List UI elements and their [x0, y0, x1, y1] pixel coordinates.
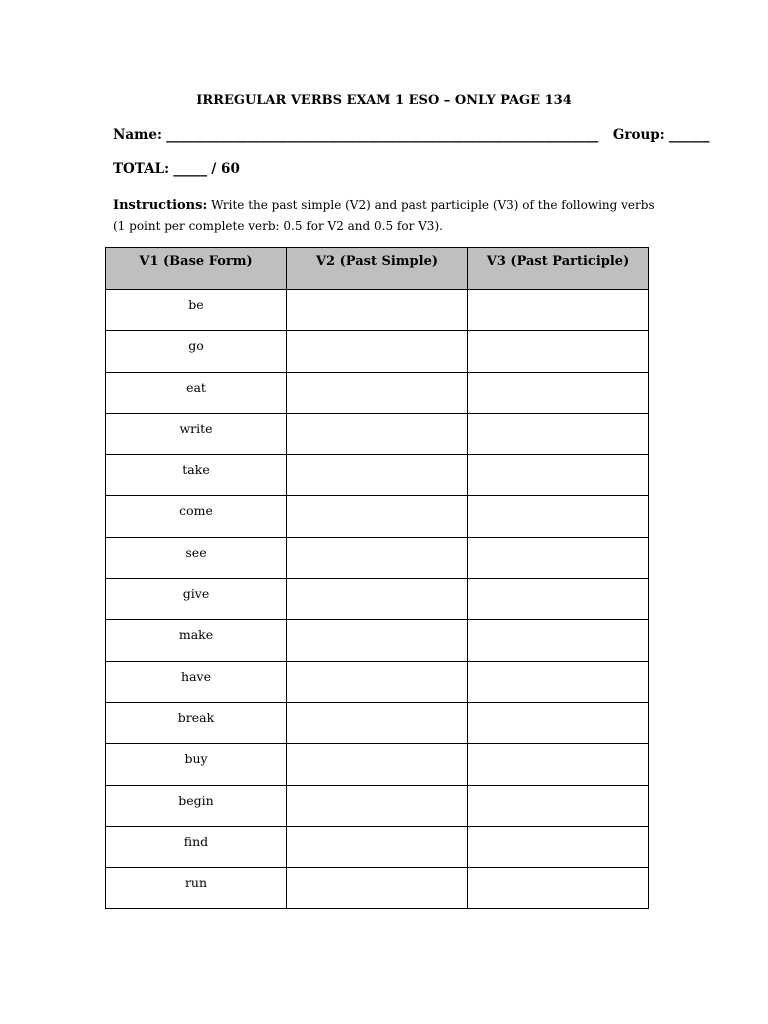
instructions-label: Instructions:: [113, 198, 208, 213]
past-participle-cell[interactable]: [468, 496, 649, 537]
past-participle-cell[interactable]: [468, 413, 649, 454]
header-v3: V3 (Past Participle): [468, 248, 649, 290]
base-form-cell: eat: [106, 372, 287, 413]
verbs-table: [105, 247, 649, 909]
past-participle-cell[interactable]: [468, 785, 649, 826]
past-simple-cell[interactable]: [287, 702, 468, 743]
past-participle-cell[interactable]: [468, 579, 649, 620]
past-simple-cell[interactable]: [287, 455, 468, 496]
base-form-cell: write: [106, 413, 287, 454]
instructions: [113, 195, 658, 236]
base-form-cell: be: [106, 290, 287, 331]
table-row: [106, 331, 649, 372]
past-simple-cell[interactable]: [287, 826, 468, 867]
table-row: [106, 413, 649, 454]
total-max: / 60: [211, 161, 240, 177]
table-row: [106, 744, 649, 785]
base-form-cell: take: [106, 455, 287, 496]
past-simple-cell[interactable]: [287, 661, 468, 702]
past-participle-cell[interactable]: [468, 620, 649, 661]
table-row: [106, 372, 649, 413]
base-form-cell: find: [106, 826, 287, 867]
total-label: TOTAL:: [113, 161, 170, 177]
name-field[interactable]: ________________________________________________________________: [166, 127, 599, 143]
past-simple-cell[interactable]: [287, 785, 468, 826]
table-row: [106, 290, 649, 331]
base-form-cell: come: [106, 496, 287, 537]
base-form-cell: give: [106, 579, 287, 620]
past-participle-cell[interactable]: [468, 744, 649, 785]
past-simple-cell[interactable]: [287, 496, 468, 537]
base-form-cell: run: [106, 868, 287, 909]
table-row: [106, 661, 649, 702]
page-title: IRREGULAR VERBS EXAM 1 ESO – ONLY PAGE 134: [196, 93, 572, 108]
past-participle-cell[interactable]: [468, 702, 649, 743]
table-row: [106, 455, 649, 496]
past-simple-cell[interactable]: [287, 744, 468, 785]
past-simple-cell[interactable]: [287, 290, 468, 331]
instructions-text: Write the past simple (V2) and past participle (V3) of the following verbs (1 point per complete verb: 0.5 for V2 and 0.5 for V3).: [113, 198, 655, 233]
table-body: [106, 290, 649, 909]
name-group-line: [113, 127, 710, 143]
base-form-cell: see: [106, 537, 287, 578]
table-row: [106, 537, 649, 578]
past-simple-cell[interactable]: [287, 372, 468, 413]
past-participle-cell[interactable]: [468, 868, 649, 909]
base-form-cell: break: [106, 702, 287, 743]
base-form-cell: have: [106, 661, 287, 702]
past-simple-cell[interactable]: [287, 537, 468, 578]
total-line: [113, 161, 240, 177]
past-participle-cell[interactable]: [468, 826, 649, 867]
past-participle-cell[interactable]: [468, 537, 649, 578]
base-form-cell: buy: [106, 744, 287, 785]
past-simple-cell[interactable]: [287, 413, 468, 454]
group-field[interactable]: ______: [669, 127, 710, 143]
table-row: [106, 620, 649, 661]
table-row: [106, 868, 649, 909]
table-row: [106, 579, 649, 620]
past-simple-cell[interactable]: [287, 331, 468, 372]
past-participle-cell[interactable]: [468, 331, 649, 372]
past-participle-cell[interactable]: [468, 455, 649, 496]
past-simple-cell[interactable]: [287, 868, 468, 909]
header-v1: V1 (Base Form): [106, 248, 287, 290]
table-row: [106, 785, 649, 826]
base-form-cell: go: [106, 331, 287, 372]
base-form-cell: begin: [106, 785, 287, 826]
past-participle-cell[interactable]: [468, 290, 649, 331]
past-participle-cell[interactable]: [468, 372, 649, 413]
header-v2: V2 (Past Simple): [287, 248, 468, 290]
total-field[interactable]: _____: [173, 161, 208, 177]
past-simple-cell[interactable]: [287, 579, 468, 620]
table-header-row: [106, 248, 649, 290]
table-row: [106, 702, 649, 743]
past-participle-cell[interactable]: [468, 661, 649, 702]
table-row: [106, 826, 649, 867]
name-label: Name:: [113, 127, 162, 143]
base-form-cell: make: [106, 620, 287, 661]
group-label: Group:: [612, 127, 665, 143]
past-simple-cell[interactable]: [287, 620, 468, 661]
table-row: [106, 496, 649, 537]
